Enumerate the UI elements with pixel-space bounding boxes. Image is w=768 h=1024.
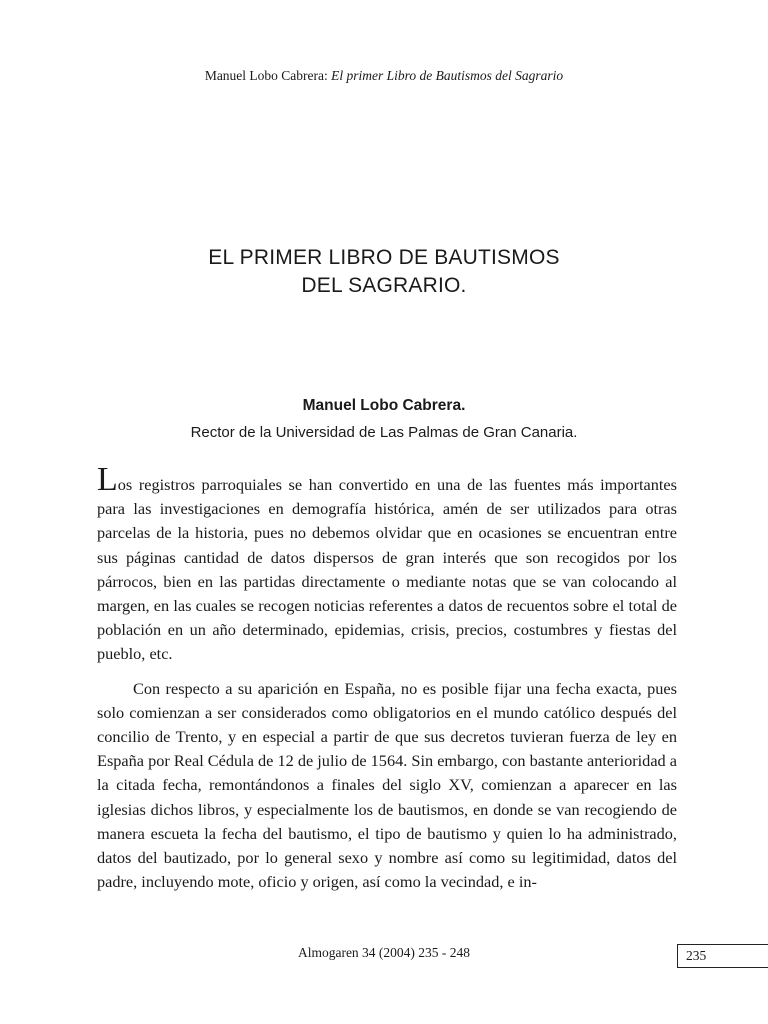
article-title-line-2: DEL SAGRARIO. xyxy=(301,274,467,297)
running-head xyxy=(0,68,768,84)
running-head-title: El primer Libro de Bautismos del Sagrario xyxy=(331,68,564,83)
running-head-author: Manuel Lobo Cabrera: xyxy=(204,68,332,83)
paragraph-2: Con respecto a su aparición en España, no es posible fijar una fecha exacta, pues solo comienzan a ser considerados como obligatorios en el mundo católico después del concilio de Trento, y en especial a partir de que sus decretos tuvieran fuerza de ley en España por Real Cédula de 12 de julio de 1564. Sin embargo, con bastante anterioridad a la citada fecha, remontándonos a finales del siglo XV, comienzan a aparecer en las iglesias dichos libros, y especialmente los de bautismos, en donde se van recogiendo de manera escueta la fecha del bautismo, el tipo de bautismo y quien lo ha administrado, datos del bautizado, por lo general sexo y nombre así como su legitimidad, datos del padre, incluyendo mote, oficio y origen, así como la vecindad, e in- xyxy=(97,678,677,892)
body-text xyxy=(97,461,677,894)
journal-citation: Almogaren 34 (2004) 235 - 248 xyxy=(297,945,471,960)
article-title-line-1: EL PRIMER LIBRO DE BAUTISMOS xyxy=(208,246,560,269)
article-author: Manuel Lobo Cabrera. xyxy=(302,397,466,414)
page-number: 235 xyxy=(686,948,707,963)
paragraph-1: Los registros parroquiales se han convertido en una de las fuentes más importantes para las investigaciones en demografía histórica, amén de ser utilizados para otras parcelas de la historia, pues no debemos olvidar que en ocasiones se encuentran entre sus páginas cantidad de datos dispersos de gran interés que son recogidos por los párrocos, bien en las partidas directamente o mediante notas que se van colocando al margen, en las cuales se recogen noticias referentes a datos de recuentos sobre el total de población en un año determinado, epidemias, crisis, precios, costumbres y fiestas del pueblo, etc. xyxy=(97,461,677,664)
author-affiliation: Rector de la Universidad de Las Palmas de Gran Canaria. xyxy=(190,424,578,441)
article-title xyxy=(0,244,768,300)
